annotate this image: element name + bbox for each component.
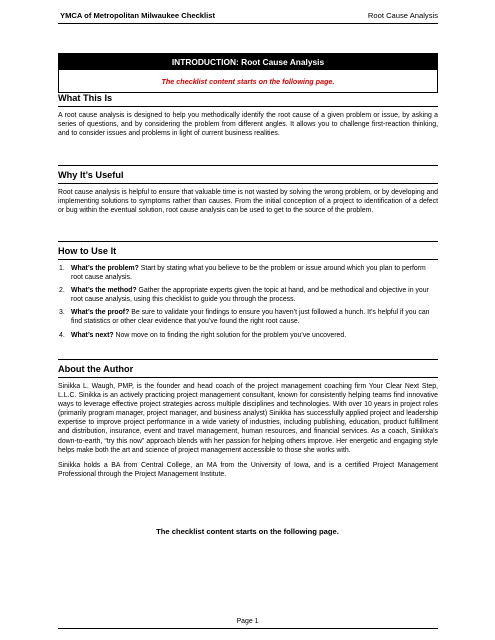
section-about-author (58, 359, 438, 479)
section-how-to-use (58, 241, 438, 344)
section-top-divider (58, 359, 438, 360)
section-divider (58, 377, 438, 378)
header-section-title: Root Cause Analysis (367, 11, 438, 20)
list-item (58, 264, 438, 282)
author-bio: Sinikka L. Waugh, PMP, is the founder and head coach of the project management coaching firm Your Clear Next Step, L.L.C. Sinikka is an actively practicing project management consultant, known for consistently helping teams find innovative ways to leverage effective project strategies across multiple disciplines and technologies. With over 10 years in project roles (primarily program manager, project manager, and business analyst) Sinikka has successfully applied project and leadership expertise to improve project performance in a wide variety of industries, including publishing, education, product fulfillment and distribution, insurance, event and travel management, human resources, and financial services. As a coach, Sinikka’s down-to-earth, “try this now” approach blends with her passion for helping others improve. Her energetic and engaging style helps make both the art and science of project management accessible to those she works with. (58, 383, 438, 454)
steps-list (58, 264, 438, 340)
header-document-title: YMCA of Metropolitan Milwaukee Checklist (60, 11, 215, 20)
section-heading: How to Use It (58, 246, 117, 256)
intro-title: INTRODUCTION: Root Cause Analysis (59, 54, 437, 70)
section-heading: Why It’s Useful (58, 170, 124, 180)
footer-divider (58, 628, 438, 629)
section-heading: About the Author (58, 364, 134, 374)
section-top-divider (58, 241, 438, 242)
section-divider (58, 106, 438, 107)
intro-note: The checklist content starts on the following page. (161, 77, 335, 86)
section-heading: What This Is (58, 93, 113, 103)
list-item (58, 331, 438, 340)
list-item-text: Now move on to finding the right solution for the problem you’ve uncovered. (113, 331, 347, 339)
header-divider (58, 23, 438, 24)
section-top-divider (58, 165, 438, 166)
list-item-title: What’s the problem? (71, 265, 139, 272)
list-item (58, 308, 438, 326)
page-number: Page 1 (236, 618, 259, 625)
author-education: Sinikka holds a BA from Central College, an MA from the University of Iowa, and is a certified Project Management Professional through the Project Management Institute. (58, 461, 438, 478)
bottom-note: The checklist content starts on the following page. (156, 527, 339, 536)
intro-box (58, 53, 438, 93)
list-item-number: 1. (59, 265, 65, 272)
list-item-text: Start by stating what you believe to be the problem or issue around which you plan to perform root cause analysis. (71, 265, 426, 282)
list-item-title: What’s next? (71, 331, 114, 339)
list-item-number: 2. (59, 287, 65, 295)
list-item (58, 286, 438, 304)
list-item-number: 3. (59, 309, 65, 317)
section-divider (58, 259, 438, 260)
list-item-text: Gather the appropriate experts given the topic at hand, and be methodical and objective in your root cause analysis, using this checklist to guide you through the process. (71, 287, 429, 304)
list-item-number: 4. (59, 331, 65, 339)
section-body: Root cause analysis is helpful to ensure that valuable time is not wasted by solving the wrong problem, or by developing and implementing solutions to symptoms rather than causes. From the initial conception of a project to identification of a defect or bug within the eventual solution, root cause analysis can be used to get to the source of the problem. (58, 189, 438, 215)
section-why-useful (58, 165, 438, 215)
section-body: A root cause analysis is designed to help you methodically identify the root cause of a given problem or issue, by asking a series of questions, and by considering the problem from different angles. It allows you to challenge first-reaction thinking, and to consider issues and problems in light of current business realities. (58, 112, 438, 138)
list-item-title: What’s the method? (71, 287, 137, 295)
list-item-title: What’s the proof? (71, 309, 130, 317)
section-what-this-is (58, 93, 438, 138)
list-item-text: Be sure to validate your findings to ensure you haven’t just followed a hunch. It’s helpful if you can find statistics or other clear evidence that you’ve found the right root cause. (71, 309, 430, 326)
section-divider (58, 183, 438, 184)
